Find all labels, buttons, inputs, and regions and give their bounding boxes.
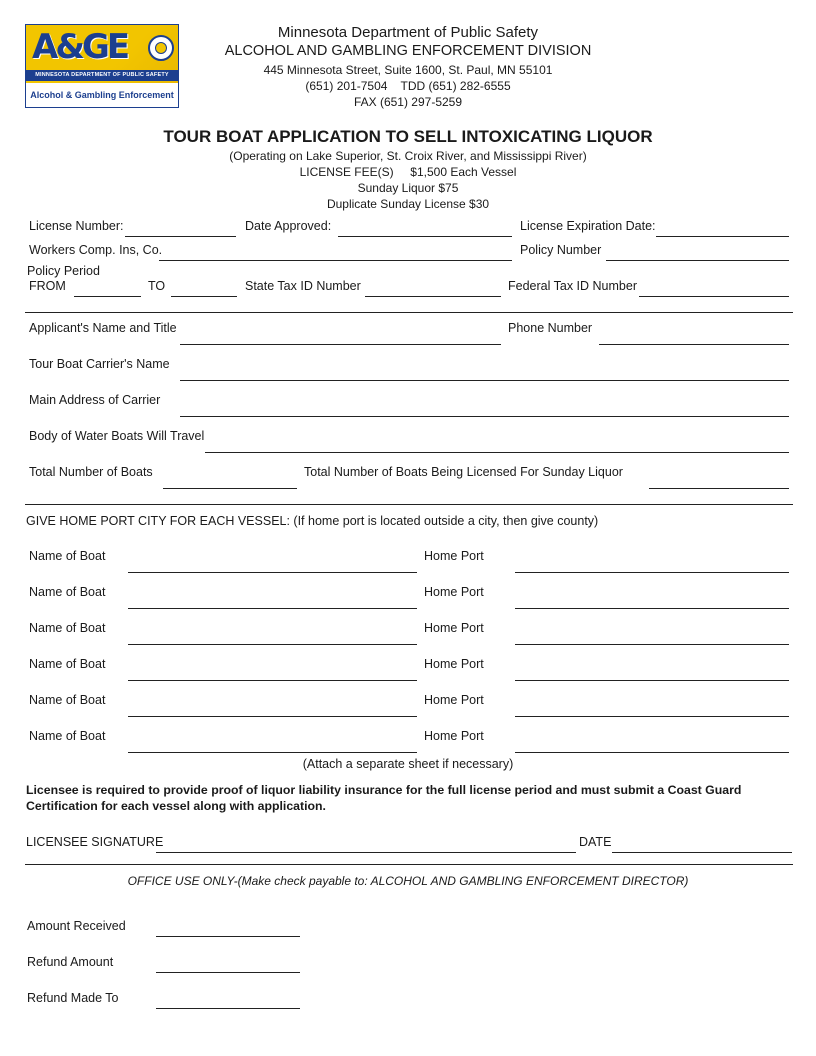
boat-name-label: Name of Boat: [29, 729, 106, 743]
date-approved-label: Date Approved:: [245, 219, 332, 233]
refund-made-to-label: Refund Made To: [27, 991, 119, 1005]
boat-name-field[interactable]: [128, 680, 417, 681]
state-seal-icon: [148, 35, 174, 61]
from-label: FROM: [29, 279, 66, 293]
form-title: TOUR BOAT APPLICATION TO SELL INTOXICATING LIQUOR: [163, 127, 653, 146]
insurance-notice: Licensee is required to provide proof of liquor liability insurance for the full license period and must submit a Coast Guard Certification for each vessel along with application.: [26, 783, 742, 813]
home-port-label: Home Port: [424, 657, 484, 671]
address: 445 Minnesota Street, Suite 1600, St. Paul, MN 55101: [263, 63, 553, 77]
expiration-label: License Expiration Date:: [520, 219, 656, 233]
policy-number-field[interactable]: [606, 260, 789, 261]
refund-amount-field[interactable]: [156, 972, 300, 973]
duplicate-fee: Duplicate Sunday License $30: [326, 197, 490, 211]
applicant-name-field[interactable]: [180, 344, 501, 345]
home-port-field[interactable]: [515, 644, 789, 645]
agency-logo: [25, 24, 179, 108]
boat-name-field[interactable]: [128, 608, 417, 609]
office-use-header: OFFICE USE ONLY-(Make check payable to: ALCOHOL AND GAMBLING ENFORCEMENT DIRECTOR): [127, 874, 689, 888]
boat-name-label: Name of Boat: [29, 621, 106, 635]
attach-note: (Attach a separate sheet if necessary): [302, 757, 514, 771]
total-boats-field[interactable]: [163, 488, 297, 489]
total-sunday-label: Total Number of Boats Being Licensed For Sunday Liquor: [304, 465, 623, 479]
boat-name-field[interactable]: [128, 572, 417, 573]
expiration-field[interactable]: [656, 236, 789, 237]
phone-field[interactable]: [599, 344, 789, 345]
date-approved-field[interactable]: [338, 236, 512, 237]
carrier-name-field[interactable]: [180, 380, 789, 381]
logo-band-text: MINNESOTA DEPARTMENT OF PUBLIC SAFETY: [26, 70, 178, 81]
fax-number: FAX (651) 297-5259: [353, 95, 463, 109]
logo-bottom-text: Alcohol & Gambling Enforcement: [26, 83, 178, 107]
amount-received-field[interactable]: [156, 936, 300, 937]
main-address-label: Main Address of Carrier: [29, 393, 161, 407]
section-divider: [25, 312, 793, 313]
applicant-name-label: Applicant's Name and Title: [29, 321, 177, 335]
license-number-field[interactable]: [125, 236, 236, 237]
section-divider: [25, 864, 793, 865]
policy-from-field[interactable]: [74, 296, 141, 297]
state-tax-field[interactable]: [365, 296, 501, 297]
to-label: TO: [148, 279, 166, 293]
signature-label: LICENSEE SIGNATURE: [26, 835, 164, 849]
workers-comp-field[interactable]: [159, 260, 512, 261]
policy-period-label: Policy Period: [27, 264, 100, 278]
license-number-label: License Number:: [29, 219, 124, 233]
home-port-field[interactable]: [515, 572, 789, 573]
boat-name-label: Name of Boat: [29, 657, 106, 671]
home-port-field[interactable]: [515, 680, 789, 681]
dept-name: Minnesota Department of Public Safety: [277, 24, 539, 41]
carrier-name-label: Tour Boat Carrier's Name: [29, 357, 170, 371]
home-port-label: Home Port: [424, 585, 484, 599]
federal-tax-field[interactable]: [639, 296, 789, 297]
sunday-fee: Sunday Liquor $75: [357, 181, 459, 195]
policy-to-field[interactable]: [171, 296, 237, 297]
boat-name-field[interactable]: [128, 752, 417, 753]
boat-name-label: Name of Boat: [29, 693, 106, 707]
home-port-field[interactable]: [515, 608, 789, 609]
body-of-water-field[interactable]: [205, 452, 789, 453]
phone-numbers: (651) 201-7504 TDD (651) 282-6555: [305, 79, 511, 93]
license-fee: LICENSE FEE(S) $1,500 Each Vessel: [299, 165, 517, 179]
refund-made-to-field[interactable]: [156, 1008, 300, 1009]
total-boats-label: Total Number of Boats: [29, 465, 153, 479]
home-port-field[interactable]: [515, 716, 789, 717]
signature-field[interactable]: [156, 852, 576, 853]
state-tax-label: State Tax ID Number: [245, 279, 361, 293]
home-port-label: Home Port: [424, 693, 484, 707]
refund-amount-label: Refund Amount: [27, 955, 114, 969]
home-port-label: Home Port: [424, 621, 484, 635]
boat-name-label: Name of Boat: [29, 549, 106, 563]
body-of-water-label: Body of Water Boats Will Travel: [29, 429, 205, 443]
logo-letters: A&GE: [32, 27, 128, 67]
date-field[interactable]: [612, 852, 792, 853]
division-name: ALCOHOL AND GAMBLING ENFORCEMENT DIVISION: [224, 43, 592, 59]
federal-tax-label: Federal Tax ID Number: [508, 279, 637, 293]
policy-number-label: Policy Number: [520, 243, 602, 257]
home-port-label: Home Port: [424, 729, 484, 743]
boat-name-label: Name of Boat: [29, 585, 106, 599]
date-label: DATE: [579, 835, 612, 849]
form-subtitle: (Operating on Lake Superior, St. Croix River, and Mississippi River): [229, 149, 587, 163]
total-sunday-field[interactable]: [649, 488, 789, 489]
main-address-field[interactable]: [180, 416, 789, 417]
amount-received-label: Amount Received: [27, 919, 126, 933]
phone-label: Phone Number: [508, 321, 593, 335]
workers-comp-label: Workers Comp. Ins, Co.: [29, 243, 163, 257]
vessel-instruction: GIVE HOME PORT CITY FOR EACH VESSEL: (If home port is located outside a city, then give county): [26, 514, 599, 528]
home-port-field[interactable]: [515, 752, 789, 753]
section-divider: [25, 504, 793, 505]
boat-name-field[interactable]: [128, 716, 417, 717]
home-port-label: Home Port: [424, 549, 484, 563]
boat-name-field[interactable]: [128, 644, 417, 645]
